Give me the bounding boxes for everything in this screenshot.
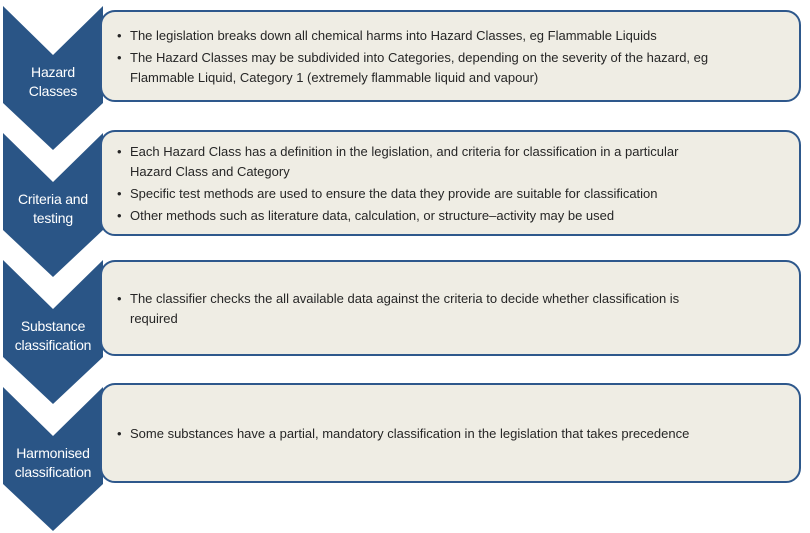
bullet-item xyxy=(117,184,791,204)
chevron-hazard-classes xyxy=(3,6,103,150)
bullet-marker: • xyxy=(117,28,122,43)
chevron-criteria-testing xyxy=(3,133,103,277)
chevron-harmonised-classification xyxy=(3,387,103,531)
bullet-marker: • xyxy=(117,291,122,306)
step-label xyxy=(3,63,103,101)
step-label-line: Harmonised xyxy=(16,445,90,461)
step-label-line: Hazard xyxy=(31,64,75,80)
bullet-item xyxy=(117,424,791,444)
bullet-marker: • xyxy=(117,50,122,65)
step-label xyxy=(3,444,103,482)
box-harmonised-classification xyxy=(100,383,801,483)
bullet-text: The legislation breaks down all chemical harms into Hazard Classes, eg Flammable Liquids xyxy=(130,28,657,43)
bullet-marker: • xyxy=(117,426,122,441)
bullet-text: required xyxy=(130,311,178,326)
step-label-line: classification xyxy=(14,337,92,353)
step-label xyxy=(3,190,103,228)
bullet-text: Flammable Liquid, Category 1 (extremely flammable liquid and vapour) xyxy=(130,70,539,85)
bullet-text: Other methods such as literature data, calculation, or structure–activity may be used xyxy=(130,208,615,223)
bullet-text: The classifier checks the all available data against the criteria to decide whether classification is xyxy=(130,291,680,306)
bullet-text: Hazard Class and Category xyxy=(130,164,290,179)
step-label-line: classification xyxy=(14,464,92,480)
bullet-item xyxy=(117,142,791,182)
step-label-line: Substance xyxy=(20,318,86,334)
bullet-marker: • xyxy=(117,186,122,201)
bullet-text: Some substances have a partial, mandatory classification in the legislation that takes precedence xyxy=(130,426,690,441)
box-criteria-testing xyxy=(100,130,801,236)
bullet-text: Specific test methods are used to ensure the data they provide are suitable for classification xyxy=(130,186,658,201)
step-label xyxy=(3,317,103,355)
step-label-line: Classes xyxy=(28,83,78,99)
bullet-text: Each Hazard Class has a definition in the legislation, and criteria for classification in a particular xyxy=(130,144,679,159)
bullet-text: The Hazard Classes may be subdivided into Categories, depending on the severity of the hazard, eg xyxy=(130,50,709,65)
box-hazard-classes xyxy=(100,10,801,102)
bullet-marker: • xyxy=(117,208,122,223)
step-label-line: Criteria and xyxy=(18,191,88,207)
chevron-substance-classification xyxy=(3,260,103,404)
bullet-marker: • xyxy=(117,144,122,159)
box-substance-classification xyxy=(100,260,801,356)
bullet-item xyxy=(117,26,791,46)
step-label-line: testing xyxy=(33,210,73,226)
bullet-item xyxy=(117,289,791,329)
bullet-item xyxy=(117,48,791,88)
bullet-item xyxy=(117,206,791,226)
